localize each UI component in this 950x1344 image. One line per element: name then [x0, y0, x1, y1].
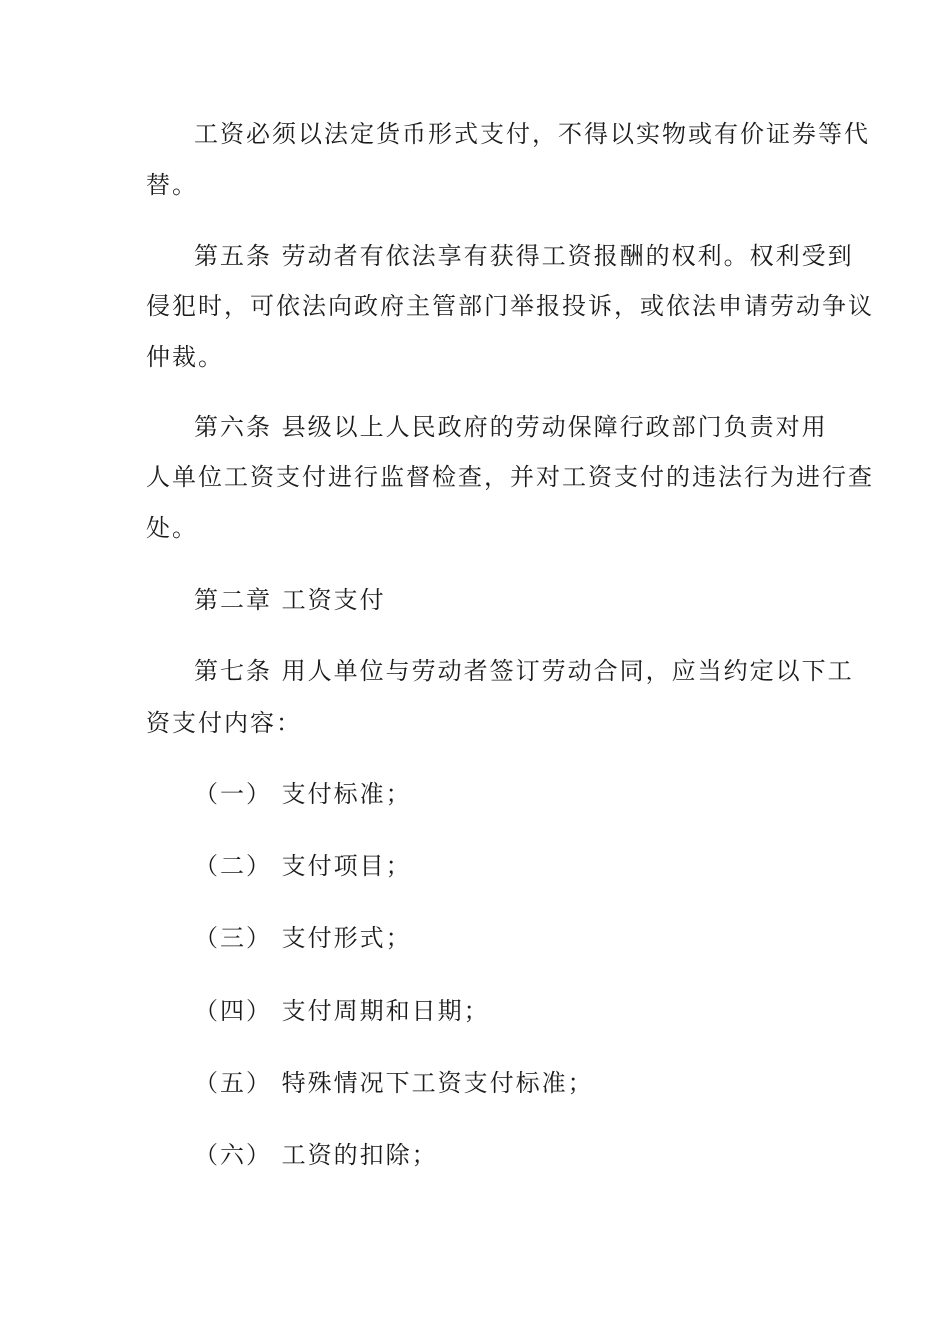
list-item: （五） 特殊情况下工资支付标准；: [194, 1069, 594, 1097]
article-5-line: 仲裁。: [146, 343, 224, 371]
list-item: （二） 支付项目；: [194, 852, 412, 880]
list-item: （六） 工资的扣除；: [194, 1141, 438, 1169]
list-item: （一） 支付标准；: [194, 780, 412, 808]
paragraph-line: 工资必须以法定货币形式支付，不得以实物或有价证券等代: [194, 120, 870, 148]
article-7-line: 第七条 用人单位与劳动者签订劳动合同，应当约定以下工: [194, 657, 854, 685]
chapter-heading: 第二章 工资支付: [194, 586, 386, 614]
article-5-line: 侵犯时，可依法向政府主管部门举报投诉，或依法申请劳动争议: [146, 292, 874, 320]
list-item: （四） 支付周期和日期；: [194, 997, 490, 1025]
paragraph-line: 替。: [146, 171, 198, 199]
article-6-line: 人单位工资支付进行监督检查，并对工资支付的违法行为进行查: [146, 463, 874, 491]
article-5-line: 第五条 劳动者有依法享有获得工资报酬的权利。权利受到: [194, 242, 854, 270]
list-item: （三） 支付形式；: [194, 924, 412, 952]
article-6-line: 第六条 县级以上人民政府的劳动保障行政部门负责对用: [194, 413, 828, 441]
article-6-line: 处。: [146, 514, 198, 542]
article-7-line: 资支付内容：: [146, 709, 302, 737]
